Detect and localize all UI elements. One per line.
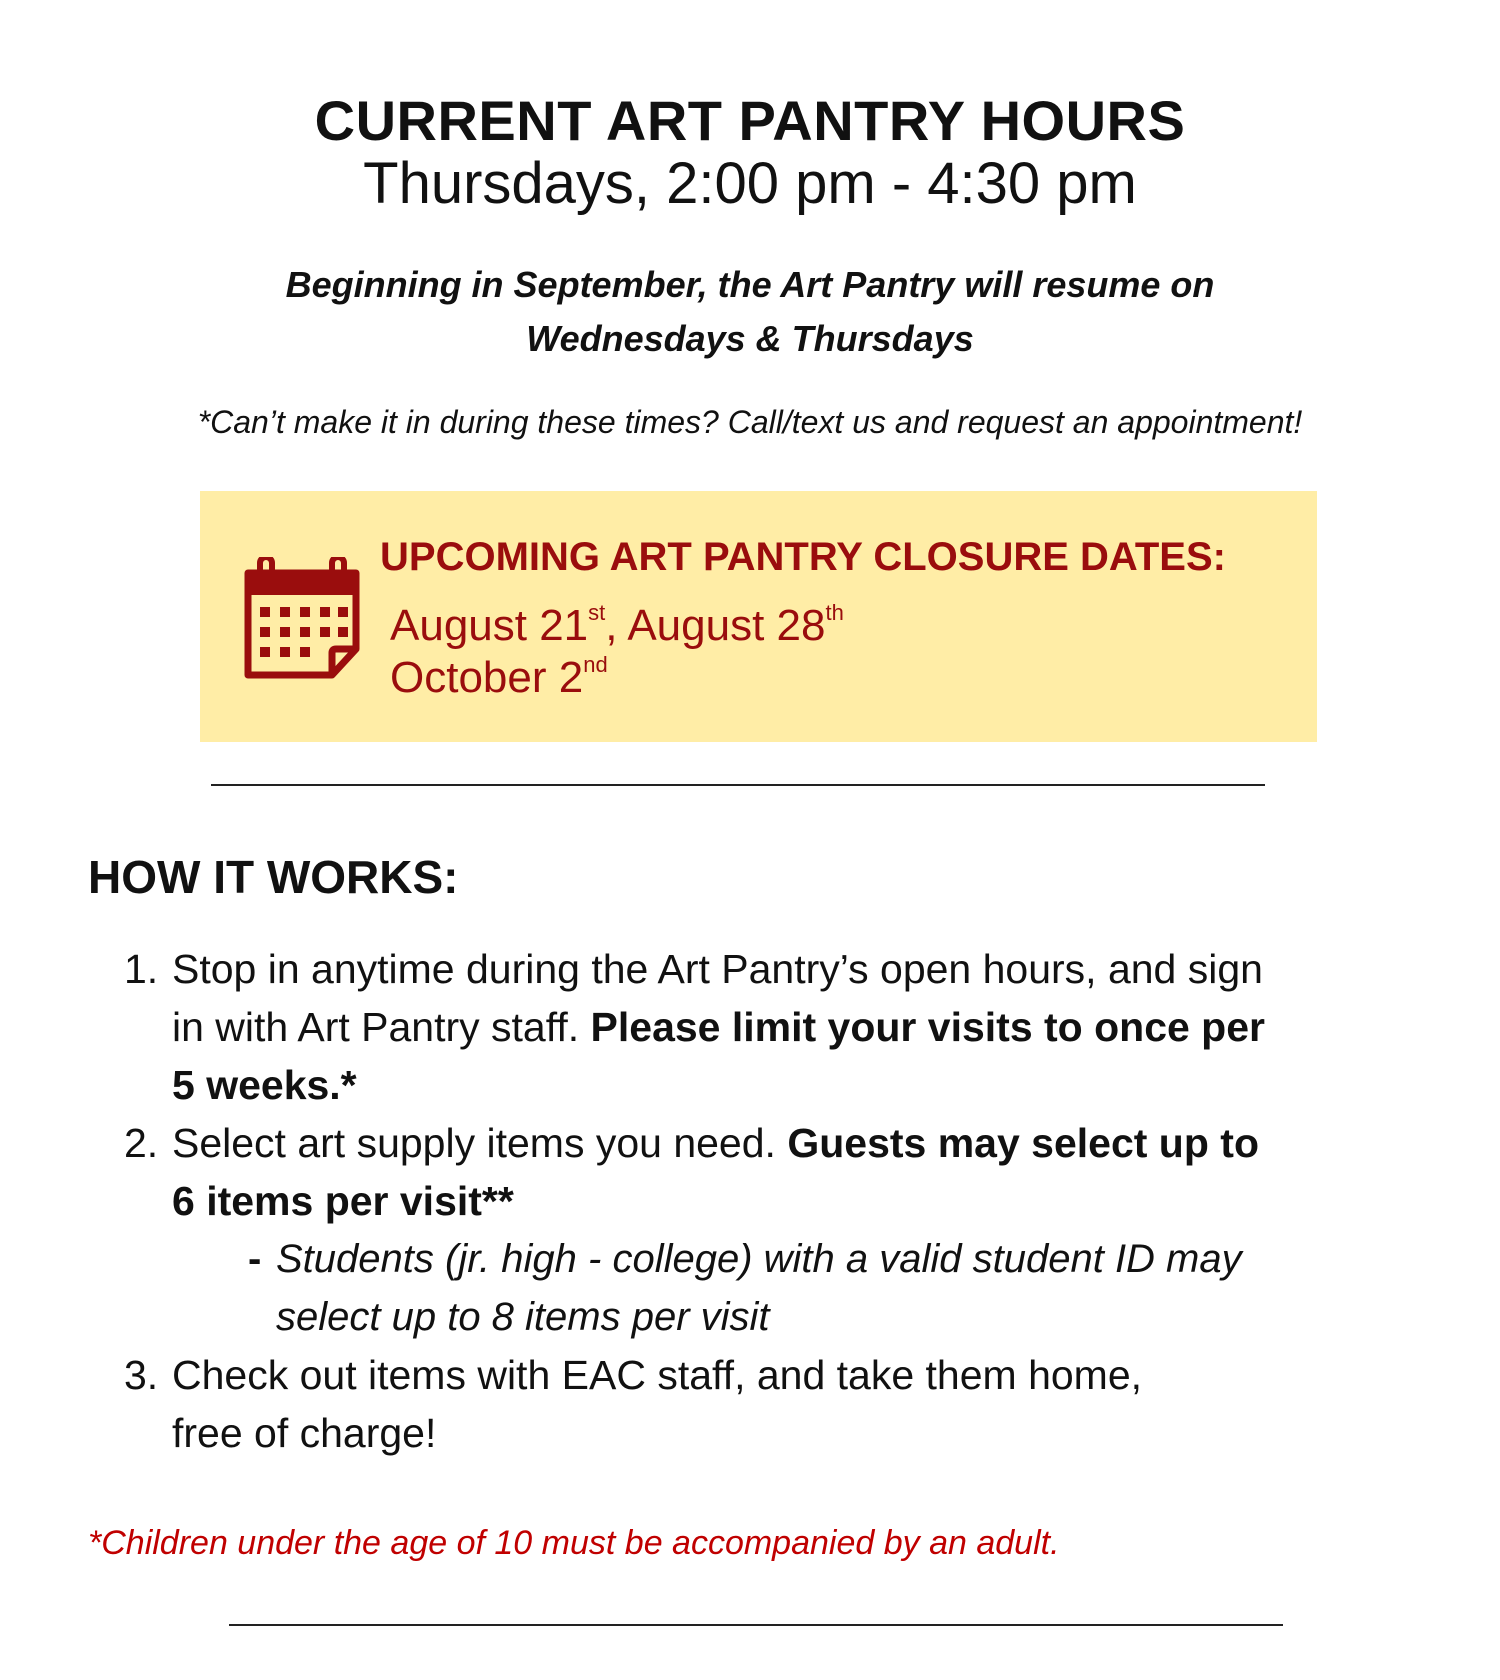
step-3-line-2: free of charge!	[172, 1410, 437, 1456]
resume-notice	[0, 258, 1500, 366]
closure-dates-line-2	[390, 653, 608, 703]
item-limit-note: Guests may select up to	[787, 1120, 1259, 1166]
step-number: 3.	[124, 1352, 159, 1398]
closure-date-aug-28: August 28	[627, 601, 826, 650]
how-it-works-heading: HOW IT WORKS:	[88, 851, 459, 903]
current-hours: Thursdays, 2:00 pm - 4:30 pm	[363, 151, 1137, 216]
ordinal-suffix: th	[825, 600, 844, 625]
age-footnote: *Children under the age of 10 must be accompanied by an adult.	[88, 1524, 1060, 1562]
student-note-line-2: select up to 8 items per visit	[276, 1295, 770, 1339]
date-separator: ,	[605, 601, 628, 650]
step-1-line-1: Stop in anytime during the Art Pantry’s open hours, and sign	[172, 946, 1263, 992]
item-limit-note-cont: 6 items per visit**	[172, 1178, 514, 1224]
visit-limit-note-cont: 5 weeks.*	[172, 1062, 357, 1108]
divider	[229, 1624, 1283, 1626]
closure-date-oct-2: October 2	[390, 653, 584, 702]
appointment-note: *Can’t make it in during these times? Call/text us and request an appointment!	[197, 404, 1303, 440]
calendar-icon	[238, 557, 366, 681]
closure-dates-line-1	[390, 601, 844, 651]
page-title: CURRENT ART PANTRY HOURS	[314, 89, 1186, 152]
ordinal-suffix: st	[588, 600, 606, 625]
step-3-line-1: Check out items with EAC staff, and take them home,	[172, 1352, 1143, 1398]
closure-date-aug-21: August 21	[390, 601, 589, 650]
step-number: 2.	[124, 1120, 159, 1166]
step-1-line-2: in with Art Pantry staff.	[172, 1004, 591, 1050]
step-2-line-1: Select art supply items you need.	[172, 1120, 788, 1166]
student-note-line-1: Students (jr. high - college) with a valid student ID may	[276, 1237, 1242, 1281]
resume-notice-line-1: Beginning in September, the Art Pantry will resume on	[285, 264, 1215, 305]
closure-dates-box	[200, 491, 1317, 742]
ordinal-suffix: nd	[583, 652, 608, 677]
divider	[211, 784, 1265, 786]
closure-heading: UPCOMING ART PANTRY CLOSURE DATES:	[380, 535, 1226, 579]
resume-notice-line-2: Wednesdays & Thursdays	[526, 318, 974, 359]
bullet-dash: -	[248, 1237, 262, 1281]
step-number: 1.	[124, 946, 159, 992]
visit-limit-note: Please limit your visits to once per	[590, 1004, 1265, 1050]
